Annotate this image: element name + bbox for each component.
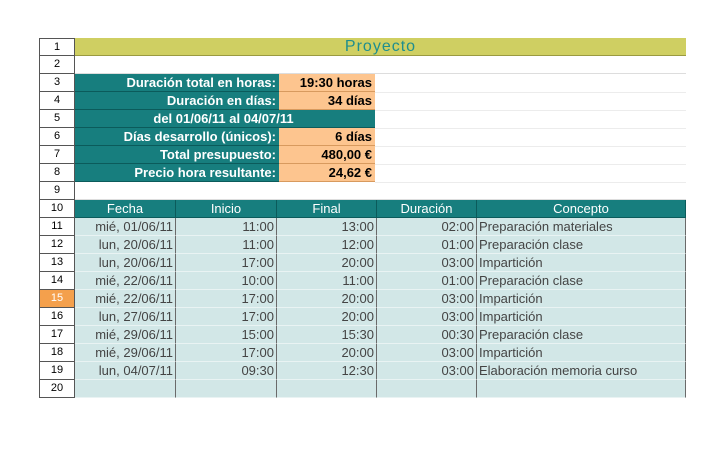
empty-cell[interactable] <box>375 92 686 111</box>
table-row <box>39 218 686 236</box>
duracion-cell[interactable]: 03:00 <box>377 308 477 326</box>
sheet-row <box>39 146 686 164</box>
fecha-cell[interactable]: lun, 20/06/11 <box>75 254 176 272</box>
final-cell[interactable]: 20:00 <box>277 290 377 308</box>
duracion-total-label[interactable]: Duración total en horas: <box>75 74 279 92</box>
fecha-cell[interactable]: mié, 29/06/11 <box>75 326 176 344</box>
fecha-cell[interactable]: mié, 29/06/11 <box>75 344 176 362</box>
table-row <box>39 290 686 308</box>
row-header[interactable]: 4 <box>39 92 75 110</box>
sheet-row <box>39 110 686 128</box>
row-header[interactable]: 19 <box>39 362 75 380</box>
dias-desarrollo-value[interactable]: 6 días <box>279 128 375 146</box>
column-header-fecha[interactable]: Fecha <box>75 200 176 218</box>
fecha-cell[interactable]: mié, 22/06/11 <box>75 272 176 290</box>
inicio-cell[interactable]: 11:00 <box>176 218 277 236</box>
empty-cell[interactable] <box>375 74 686 93</box>
column-header-concepto[interactable]: Concepto <box>477 200 686 218</box>
concepto-cell[interactable]: Preparación materiales <box>477 218 686 236</box>
duracion-cell[interactable]: 03:00 <box>377 362 477 380</box>
row-header[interactable]: 10 <box>39 200 75 218</box>
duracion-total-value[interactable]: 19:30 horas <box>279 74 375 92</box>
duracion-cell[interactable]: 00:30 <box>377 326 477 344</box>
spreadsheet-grid <box>39 38 686 411</box>
fecha-cell[interactable]: lun, 04/07/11 <box>75 362 176 380</box>
empty-cell[interactable] <box>375 164 686 183</box>
column-header-inicio[interactable]: Inicio <box>176 200 277 218</box>
table-row <box>39 272 686 290</box>
duracion-dias-value[interactable]: 34 días <box>279 92 375 110</box>
inicio-cell[interactable]: 09:30 <box>176 362 277 380</box>
row-header[interactable]: 11 <box>39 218 75 236</box>
duracion-cell[interactable]: 02:00 <box>377 218 477 236</box>
concepto-cell[interactable]: Preparación clase <box>477 272 686 290</box>
row-header[interactable]: 12 <box>39 236 75 254</box>
row-header[interactable]: 2 <box>39 56 75 74</box>
empty-cell[interactable] <box>477 380 686 398</box>
empty-cell[interactable] <box>377 380 477 398</box>
concepto-cell[interactable]: Impartición <box>477 344 686 362</box>
sheet-row <box>39 92 686 110</box>
precio-hora-value[interactable]: 24,62 € <box>279 164 375 182</box>
precio-hora-label[interactable]: Precio hora resultante: <box>75 164 279 182</box>
duracion-dias-label[interactable]: Duración en días: <box>75 92 279 110</box>
sheet-row <box>39 182 686 200</box>
inicio-cell[interactable]: 17:00 <box>176 344 277 362</box>
final-cell[interactable]: 15:30 <box>277 326 377 344</box>
empty-cell[interactable] <box>176 380 277 398</box>
concepto-cell[interactable]: Elaboración memoria curso <box>477 362 686 380</box>
concepto-cell[interactable]: Preparación clase <box>477 236 686 254</box>
fecha-cell[interactable]: lun, 27/06/11 <box>75 308 176 326</box>
row-header[interactable]: 5 <box>39 110 75 128</box>
total-presupuesto-value[interactable]: 480,00 € <box>279 146 375 164</box>
concepto-cell[interactable]: Impartición <box>477 290 686 308</box>
concepto-cell[interactable]: Impartición <box>477 254 686 272</box>
row-header[interactable]: 20 <box>39 380 75 398</box>
sheet-row <box>39 164 686 182</box>
row-header[interactable]: 1 <box>39 38 75 56</box>
final-cell[interactable]: 12:00 <box>277 236 377 254</box>
fecha-cell[interactable]: mié, 01/06/11 <box>75 218 176 236</box>
final-cell[interactable]: 11:00 <box>277 272 377 290</box>
duracion-cell[interactable]: 01:00 <box>377 236 477 254</box>
empty-cell[interactable] <box>375 146 686 165</box>
row-header[interactable]: 7 <box>39 146 75 164</box>
concepto-cell[interactable]: Impartición <box>477 308 686 326</box>
total-presupuesto-label[interactable]: Total presupuesto: <box>75 146 279 164</box>
row-header[interactable]: 17 <box>39 326 75 344</box>
rango-fechas[interactable]: del 01/06/11 al 04/07/11 <box>75 110 375 128</box>
fecha-cell[interactable]: mié, 22/06/11 <box>75 290 176 308</box>
inicio-cell[interactable]: 15:00 <box>176 326 277 344</box>
final-cell[interactable]: 20:00 <box>277 254 377 272</box>
empty-cell[interactable] <box>75 182 686 200</box>
table-header-row <box>39 200 686 218</box>
concepto-cell[interactable]: Preparación clase <box>477 326 686 344</box>
row-header[interactable]: 9 <box>39 182 75 200</box>
table-row <box>39 362 686 380</box>
sheet-row <box>39 74 686 92</box>
final-cell[interactable]: 12:30 <box>277 362 377 380</box>
row-header[interactable]: 8 <box>39 164 75 182</box>
row-header[interactable]: 14 <box>39 272 75 290</box>
duracion-cell[interactable]: 03:00 <box>377 290 477 308</box>
empty-cell[interactable] <box>375 110 686 129</box>
duracion-cell[interactable]: 03:00 <box>377 254 477 272</box>
row-header[interactable]: 18 <box>39 344 75 362</box>
empty-cell[interactable] <box>277 380 377 398</box>
inicio-cell[interactable]: 17:00 <box>176 308 277 326</box>
dias-desarrollo-label[interactable]: Días desarrollo (únicos): <box>75 128 279 146</box>
empty-cell[interactable] <box>75 380 176 398</box>
inicio-cell[interactable]: 17:00 <box>176 254 277 272</box>
row-header-active[interactable]: 15 <box>39 290 75 308</box>
table-row <box>39 344 686 362</box>
sheet-row <box>39 38 686 56</box>
inicio-cell[interactable]: 10:00 <box>176 272 277 290</box>
row-header[interactable]: 16 <box>39 308 75 326</box>
column-header-duracion[interactable]: Duración <box>377 200 477 218</box>
empty-cell[interactable] <box>75 56 686 74</box>
inicio-cell[interactable]: 17:00 <box>176 290 277 308</box>
table-row <box>39 236 686 254</box>
sheet-title[interactable]: Proyecto <box>75 38 686 56</box>
table-row <box>39 380 686 398</box>
row-header[interactable]: 13 <box>39 254 75 272</box>
row-header[interactable]: 3 <box>39 74 75 92</box>
table-row <box>39 326 686 344</box>
final-cell[interactable]: 13:00 <box>277 218 377 236</box>
sheet-row <box>39 128 686 146</box>
inicio-cell[interactable]: 11:00 <box>176 236 277 254</box>
duracion-cell[interactable]: 03:00 <box>377 344 477 362</box>
sheet-row <box>39 56 686 74</box>
final-cell[interactable]: 20:00 <box>277 308 377 326</box>
final-cell[interactable]: 20:00 <box>277 344 377 362</box>
empty-cell[interactable] <box>375 128 686 147</box>
duracion-cell[interactable]: 01:00 <box>377 272 477 290</box>
fecha-cell[interactable]: lun, 20/06/11 <box>75 236 176 254</box>
column-header-final[interactable]: Final <box>277 200 377 218</box>
row-header[interactable]: 6 <box>39 128 75 146</box>
table-row <box>39 308 686 326</box>
table-row <box>39 254 686 272</box>
